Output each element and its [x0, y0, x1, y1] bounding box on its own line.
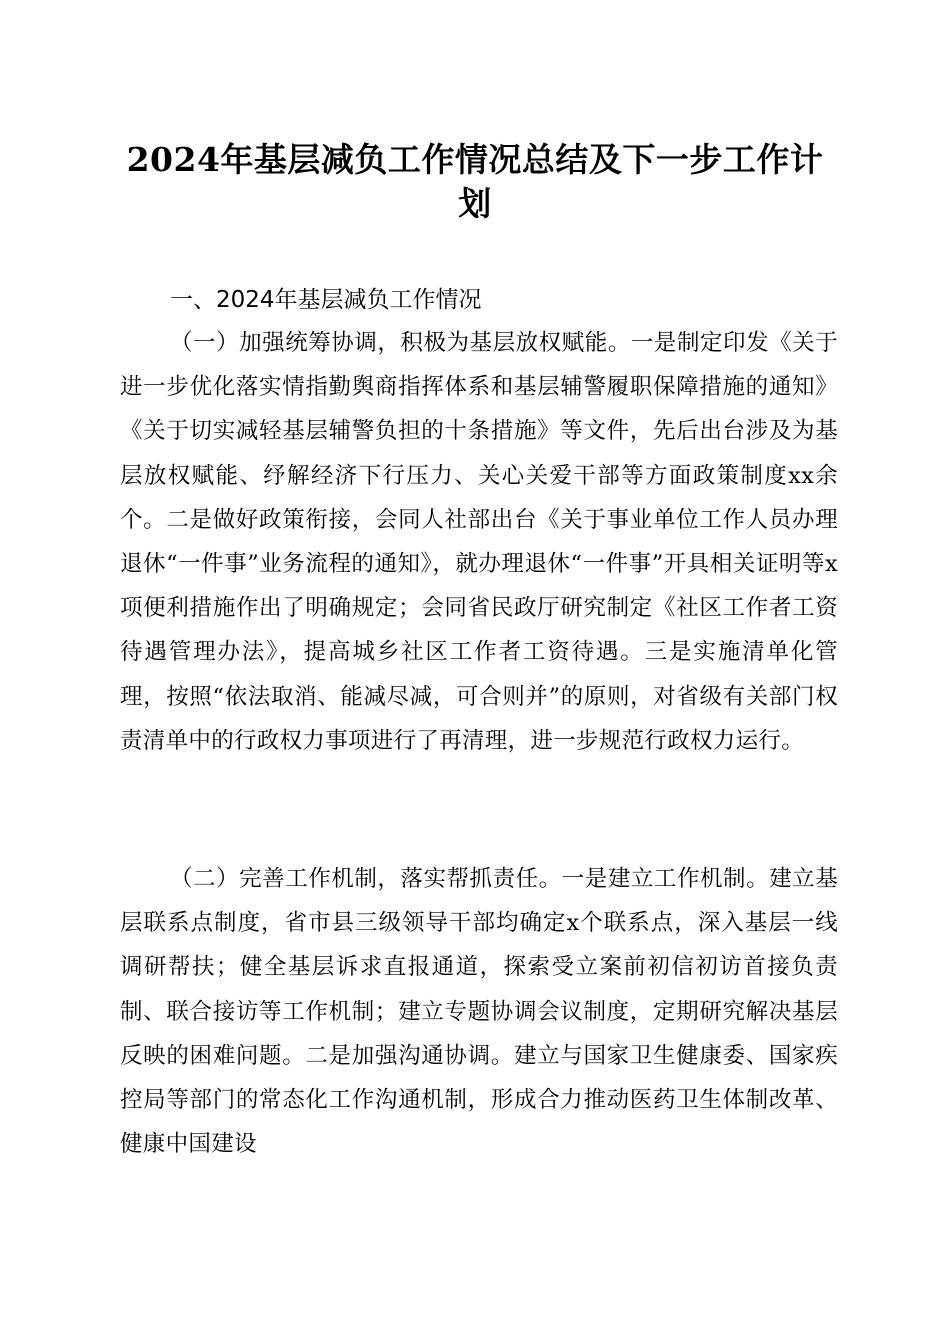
paragraph-1: （一）加强统筹协调，积极为基层放权赋能。一是制定印发《关于进一步优化落实情指勤舆商指挥体系和基层辅警履职保障措施的通知》《关于切实减轻基层辅警负担的十条措施》等文件，先后出台涉及为基层放权赋能、纾解经济下行压力、关心关爱干部等方面政策制度xx余个。二是做好政策衔接，会同人社部出台《关于事业单位工作人员办理退休“一件事”业务流程的通知》，就办理退休“一件事”开具相关证明等x项便利措施作出了明确规定；会同省民政厅研究制定《社区工作者工资待遇管理办法》，提高城乡社区工作者工资待遇。三是实施清单化管理，按照“依法取消、能减尽减，可合则并”的原则，对省级有关部门权责清单中的行政权力事项进行了再清理，进一步规范行政权力运行。	[120, 330, 838, 754]
section-heading: 一、2024年基层减负工作情况	[170, 287, 482, 313]
document-title: 2024年基层减负工作情况总结及下一步工作计划	[126, 140, 824, 223]
paragraph-2: （二）完善工作机制，落实帮抓责任。一是建立工作机制。建立基层联系点制度，省市县三级领导干部均确定x个联系点，深入基层一线调研帮扶；健全基层诉求直报通道，探索受立案前初信初访首接负责制、联合接访等工作机制；建立专题协调会议制度，定期研究解决基层反映的困难问题。二是加强沟通协调。建立与国家卫生健康委、国家疾控局等部门的常态化工作沟通机制，形成合力推动医药卫生体制改革、健康中国建设	[120, 866, 838, 1158]
